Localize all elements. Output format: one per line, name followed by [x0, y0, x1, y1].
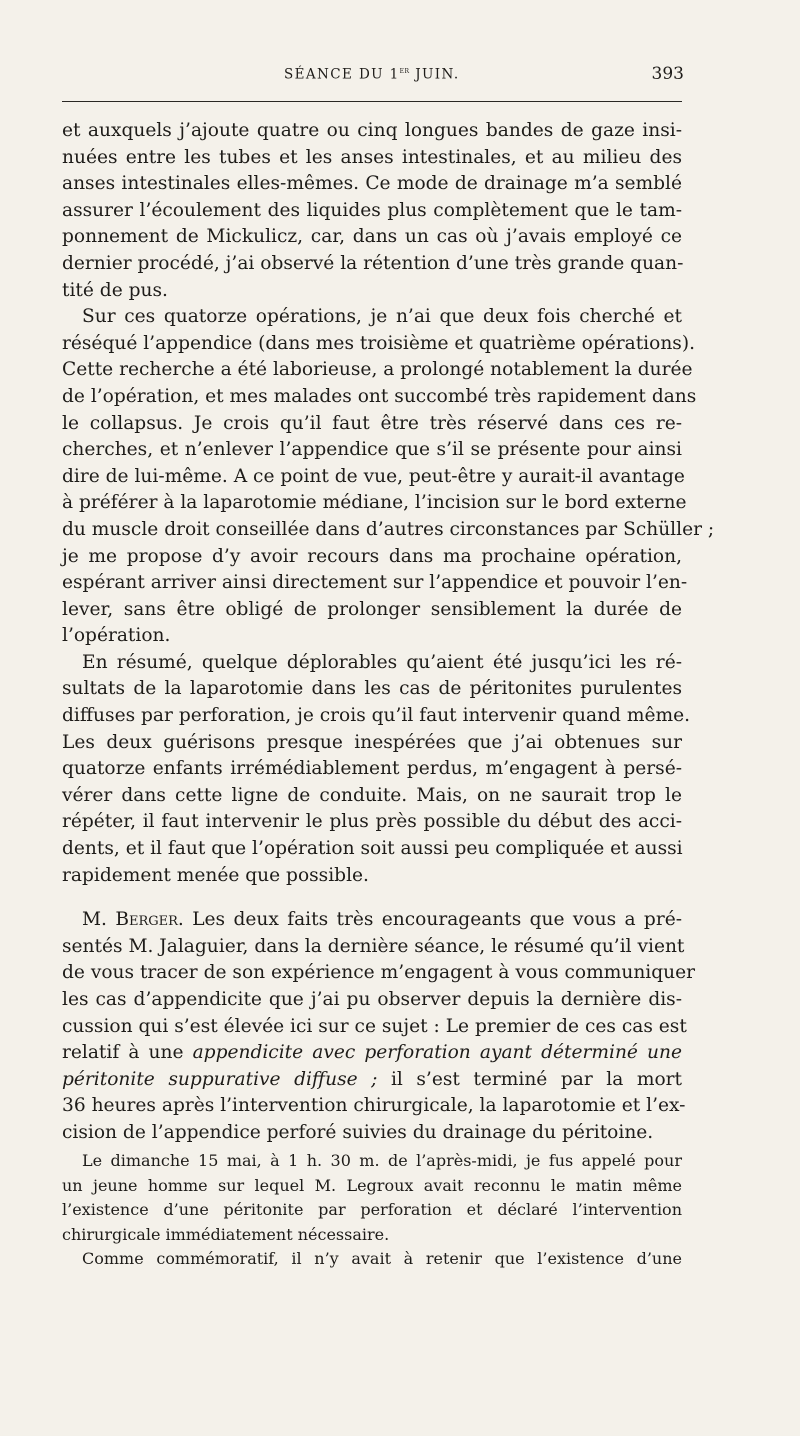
text-line: dire de lui-même. A ce point de vue, peut-être y aurait-il avantage	[62, 465, 685, 487]
running-header	[62, 66, 684, 90]
text-line: nuées entre les tubes et les anses intestinales, et au milieu des	[62, 146, 682, 168]
text-line: espérant arriver ainsi directement sur l’appendice et pouvoir l’en-	[62, 572, 688, 594]
text-line: les cas d’appendicite que j’ai pu observer depuis la dernière dis-	[62, 989, 682, 1010]
text-line: dernier procédé, j’ai observé la rétention d’une très grande quan-	[62, 252, 684, 274]
text-line: l’existence d’une péritonite par perforation et déclaré l’intervention	[62, 1200, 682, 1219]
text-line: Cette recherche a été laborieuse, a prolongé notablement la durée	[62, 359, 693, 381]
text-line: le collapsus. Je crois qu’il faut être très réservé dans ces re-	[62, 412, 682, 434]
text-line: 36 heures après l’intervention chirurgicale, la laparotomie et l’ex-	[62, 1095, 686, 1117]
text-line: diffuses par perforation, je crois qu’il faut intervenir quand même.	[62, 705, 691, 727]
text-line: réséqué l’appendice (dans mes troisième et quatrième opérations).	[62, 332, 696, 354]
text-line: cision de l’appendice perforé suivies du drainage du péritoine.	[62, 1121, 654, 1143]
text-line: tité de pus.	[62, 279, 168, 301]
text-line: anses intestinales elles-mêmes. Ce mode de drainage m’a semblé	[62, 173, 682, 195]
header-rule	[62, 101, 682, 102]
text-line: cherches, et n’enlever l’appendice que s’il se présente pour ainsi	[62, 439, 682, 461]
text-line: Les deux guérisons presque inespérées que j’ai obtenues sur	[62, 731, 682, 753]
text-line: cussion qui s’est élevée ici sur ce sujet : Le premier de ces cas est	[62, 1015, 687, 1037]
text-line: Comme commémoratif, il n’y avait à retenir que l’existence d’une	[82, 1249, 682, 1268]
text-line: ponnement de Mickulicz, car, dans un cas où j’avais employé ce	[62, 226, 682, 248]
text-line: l’opération.	[62, 625, 171, 647]
italic-emphasis: appendicite avec perforation ayant déterminé une	[192, 1042, 682, 1064]
header-title: SÉANCE DU 1er JUIN.	[284, 66, 460, 83]
text-line: un jeune homme sur lequel M. Legroux avait reconnu le matin même	[62, 1175, 682, 1195]
paragraph	[62, 1247, 682, 1272]
main-text	[62, 118, 715, 1147]
text-line: sentés M. Jalaguier, dans la dernière séance, le résumé qu’il vient	[62, 935, 685, 957]
text-line: à préférer à la laparotomie médiane, l’incision sur le bord externe	[62, 492, 687, 514]
text-line: relatif à une appendicite avec perforation ayant déterminé une	[62, 1042, 682, 1064]
text-line: assurer l’écoulement des liquides plus complètement que le tam-	[62, 199, 682, 221]
paragraph	[62, 304, 715, 650]
text-line: Le dimanche 15 mai, à 1 h. 30 m. de l’après-midi, je fus appelé pour	[82, 1151, 682, 1170]
text-line: quatorze enfants irrémédiablement perdus, m’engagent à persé-	[62, 758, 682, 780]
text-line: et auxquels j’ajoute quatre ou cinq longues bandes de gaze insi-	[62, 120, 682, 141]
paragraph-gap	[62, 889, 682, 907]
text-line: lever, sans être obligé de prolonger sensiblement la durée de	[62, 598, 682, 620]
text-line: de vous tracer de son expérience m’engagent à vous communiquer	[62, 962, 696, 984]
text-line: dents, et il faut que l’opération soit aussi peu compliquée et aussi	[62, 838, 683, 860]
text-line: rapidement menée que possible.	[62, 864, 369, 886]
text-line: péritonite suppurative diffuse ; il s’est terminé par la mort	[62, 1068, 683, 1090]
text-line: répéter, il faut intervenir le plus près possible du début des acci-	[62, 811, 682, 833]
text-line: vérer dans cette ligne de conduite. Mais, on ne saurait trop le	[62, 784, 682, 806]
text-line: de l’opération, et mes malades ont succombé très rapidement dans	[62, 385, 697, 407]
paragraph	[62, 907, 696, 1146]
text-line: Sur ces quatorze opérations, je n’ai que deux fois cherché et	[82, 306, 682, 328]
text-line: M. Berger. Les deux faits très encourageants que vous a pré-	[82, 909, 683, 931]
paragraph	[62, 118, 682, 304]
text-line: je me propose d’y avoir recours dans ma prochaine opération,	[62, 545, 682, 567]
case-report-text	[62, 1149, 682, 1272]
paragraph	[62, 650, 691, 889]
page-number: 393	[651, 64, 684, 84]
text-line: chirurgicale immédiatement nécessaire.	[62, 1224, 390, 1244]
paragraph	[62, 1149, 682, 1247]
text-line: du muscle droit conseillée dans d’autres circonstances par Schüller ;	[62, 518, 715, 540]
text-line: En résumé, quelque déplorables qu’aient été jusqu’ici les ré-	[82, 651, 682, 673]
italic-emphasis: péritonite suppurative diffuse ;	[62, 1068, 378, 1090]
speaker-name: M. Berger.	[82, 909, 184, 931]
text-line: sultats de la laparotomie dans les cas de péritonites purulentes	[62, 678, 682, 700]
